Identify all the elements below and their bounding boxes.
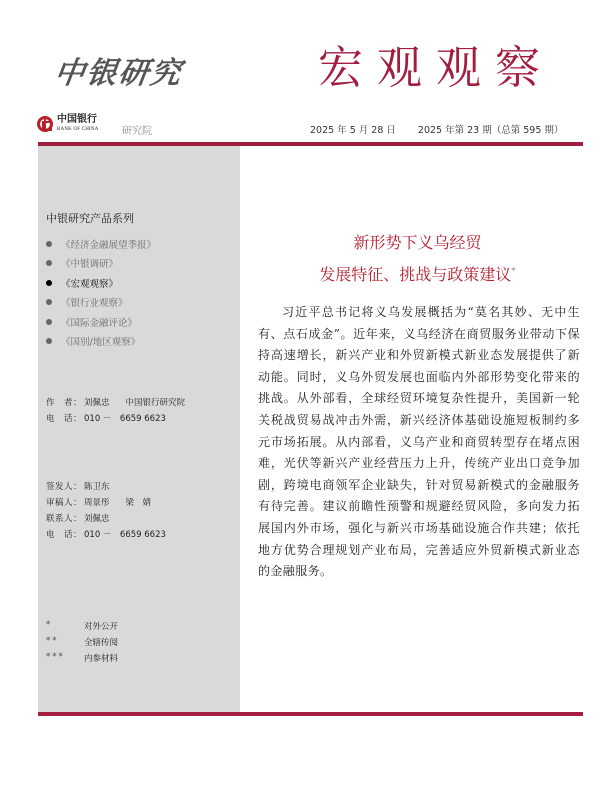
approval-block bbox=[46, 480, 182, 544]
signer-row bbox=[46, 480, 182, 496]
product-series-list bbox=[46, 234, 156, 351]
bullet-icon bbox=[46, 299, 52, 305]
classification-row bbox=[46, 652, 118, 668]
phone-label: 电 话： bbox=[46, 530, 83, 540]
contact-name: 刘佩忠 bbox=[84, 514, 110, 524]
author-org: 中国银行研究院 bbox=[125, 398, 186, 408]
classification-label: 全辖传阅 bbox=[84, 638, 119, 648]
classification-row bbox=[46, 636, 118, 652]
contact-phone-row bbox=[46, 528, 182, 544]
series-item[interactable] bbox=[46, 332, 156, 352]
issue-number: 2025 年第 23 期（总第 595 期） bbox=[417, 125, 564, 136]
reviewer-label: 审稿人： bbox=[46, 498, 83, 508]
contact-label: 联系人： bbox=[46, 514, 83, 524]
issue-info bbox=[310, 122, 585, 136]
footer-divider bbox=[38, 712, 583, 716]
research-logo-calligraphy: 中银研究 bbox=[52, 56, 185, 91]
star-icon: *** bbox=[46, 652, 65, 662]
series-item-label: 《中银调研》 bbox=[61, 259, 119, 271]
bullet-icon bbox=[46, 338, 52, 344]
bullet-icon bbox=[46, 319, 52, 325]
classification-label: 内参材料 bbox=[84, 654, 119, 664]
bank-name-cn: 中国银行 bbox=[57, 114, 97, 125]
classification-legend bbox=[46, 620, 118, 668]
footnote-marker[interactable]: * bbox=[511, 266, 516, 277]
bank-logo-text bbox=[57, 115, 99, 132]
author-label: 作 者： bbox=[46, 398, 83, 408]
classification-label: 对外公开 bbox=[84, 622, 119, 632]
classification-row bbox=[46, 620, 118, 636]
series-item-label: 《国别/地区观察》 bbox=[61, 337, 141, 349]
phone-label: 电 话： bbox=[46, 414, 83, 424]
author-phone: 010 － 6659 6623 bbox=[84, 414, 166, 424]
series-item-label: 《国际金融评论》 bbox=[61, 317, 138, 329]
series-item-active[interactable] bbox=[46, 273, 156, 293]
star-icon: ** bbox=[46, 636, 59, 646]
bullet-icon bbox=[46, 241, 52, 247]
bullet-icon bbox=[46, 280, 52, 286]
series-item-label: 《宏观观察》 bbox=[61, 278, 119, 290]
contact-phone: 010 － 6659 6623 bbox=[84, 530, 166, 540]
contact-row bbox=[46, 512, 182, 528]
masthead-title: 宏观观察 bbox=[318, 41, 555, 94]
bullet-icon bbox=[46, 260, 52, 266]
signer-name: 陈卫东 bbox=[84, 482, 110, 492]
bank-of-china-logo bbox=[37, 115, 99, 132]
series-item[interactable] bbox=[46, 312, 156, 332]
author-phone-row bbox=[46, 412, 201, 428]
bank-name-en: BANK OF CHINA bbox=[57, 127, 99, 132]
reviewer-name: 周景彤 bbox=[84, 498, 110, 508]
article-title-line-2 bbox=[250, 262, 585, 285]
reviewer-name: 梁 婧 bbox=[125, 498, 152, 508]
article-abstract: 习近平总书记将义乌发展概括为“莫名其妙、无中生有、点石成金”。近年来，义乌经济在商贸服务业带动下保持高速增长，新兴产业和外贸新模式新业态发展提供了新动能。同时，义乌外贸发展也面临内外部形势变化带来的挑战。从外部看，全球经贸环境复杂性提升，美国新一轮关税战贸易战冲击外需，新兴经济体基础设施短板制约多元市场拓展。从内部看，义乌产业和商贸转型存在堵点困难，光伏等新兴产业经营压力上升，传统产业出口竞争加剧，跨境电商领军企业缺失，针对贸易新模式的金融服务有待完善。建议前瞻性预警和规避经贸风险，多向发力拓展国内外市场，强化与新兴市场基础设施合作共建；依托地方优势合理规划产业布局，完善适应外贸新模式新业态的金融服务。 bbox=[258, 305, 580, 579]
series-item[interactable] bbox=[46, 254, 156, 274]
institute-label: 研究院 bbox=[122, 126, 152, 137]
series-item-label: 《经济金融展望季报》 bbox=[61, 239, 157, 251]
signer-label: 签发人： bbox=[46, 482, 83, 492]
author-name: 刘佩忠 bbox=[84, 398, 110, 408]
series-title: 中银研究产品系列 bbox=[46, 212, 134, 225]
star-icon: * bbox=[46, 620, 53, 630]
publish-date: 2025 年 5 月 28 日 bbox=[310, 125, 396, 136]
series-item-label: 《银行业观察》 bbox=[61, 298, 128, 310]
author-row bbox=[46, 396, 201, 412]
article-title-text: 发展特征、挑战与政策建议 bbox=[319, 265, 512, 284]
series-item[interactable] bbox=[46, 293, 156, 313]
boc-emblem-icon bbox=[37, 116, 53, 132]
article-title-line-1: 新形势下义乌经贸 bbox=[353, 233, 482, 252]
reviewer-row bbox=[46, 496, 182, 512]
series-item[interactable] bbox=[46, 234, 156, 254]
author-block bbox=[46, 396, 201, 428]
